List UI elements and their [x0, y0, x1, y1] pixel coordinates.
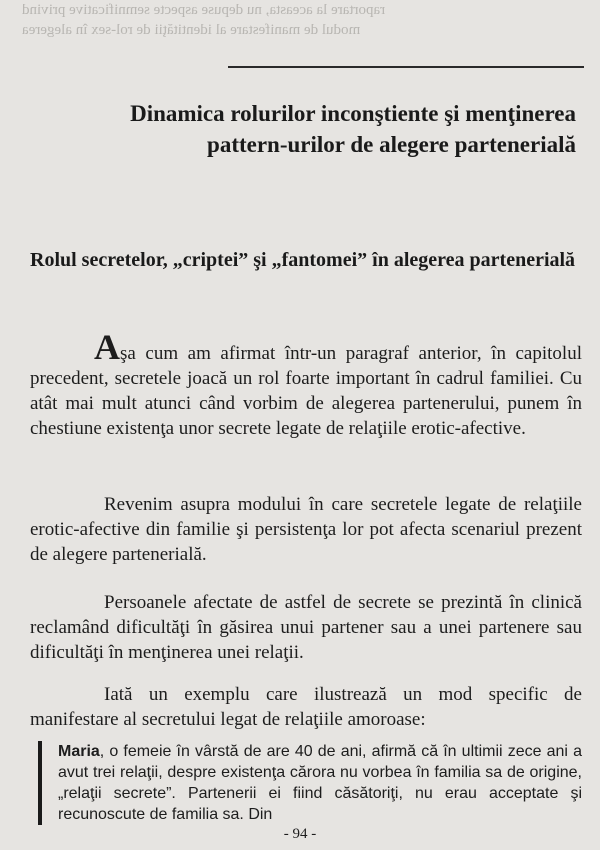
bleed-line: modul de manifestare al identităţii de rol-sex în alegerea: [22, 22, 361, 38]
section-title: Rolul secretelor, „criptei” şi „fantomei” în alegerea partenerială: [30, 249, 576, 271]
paragraph-1: [30, 327, 582, 441]
chapter-title-line: pattern-urilor de alegere partenerială: [207, 132, 576, 157]
header-rule: [228, 66, 584, 68]
chapter-title: [40, 98, 576, 160]
paragraph-1-text: şa cum am afirmat într-un paragraf anterior, în capitolul precedent, secretele joacă un rol foarte important în cadrul familiei. Cu atât mai mult atunci când vorbim de alegerea partenerului, punem în chestiune existenţa unor secrete legate de relaţiile erotic-afective.: [30, 343, 582, 439]
paragraph-4: Iată un exemplu care ilustrează un mod specific de manifestare al secretului legat de relaţiile amoroase:: [30, 684, 582, 730]
drop-cap: A: [94, 327, 120, 367]
chapter-title-line: Dinamica rolurilor inconştiente şi menţinerea: [130, 101, 576, 126]
paragraph-3: Persoanele afectate de astfel de secrete se prezintă în clinică reclamând dificultăţi în găsirea unui partener sau a unei partenere sau dificultăţi în menţinerea unei relaţii.: [30, 592, 582, 663]
case-text: , o femeie în vârstă de are 40 de ani, afirmă că în ultimii zece ani a avut trei relaţii, despre existenţa cărora nu vorbea în familia sa de origine, „relaţii secrete”. Partenerii ei fiind căsătoriţi, nu erau acceptate şi recunoscute de familia sa. Din: [58, 743, 582, 823]
paragraph-2: Revenim asupra modului în care secretele legate de relaţiile erotic-afective din familie şi persistenţa lor pot afecta scenariul prezent de alegere partenerială.: [30, 494, 582, 565]
case-name: Maria: [58, 743, 100, 760]
page-number: - 94 -: [283, 826, 317, 842]
bleed-line: raportare la aceasta, nu depuse aspecte semnificative privind: [22, 2, 386, 18]
case-example-quote: [38, 741, 582, 825]
bleed-through-text: [0, 0, 600, 60]
